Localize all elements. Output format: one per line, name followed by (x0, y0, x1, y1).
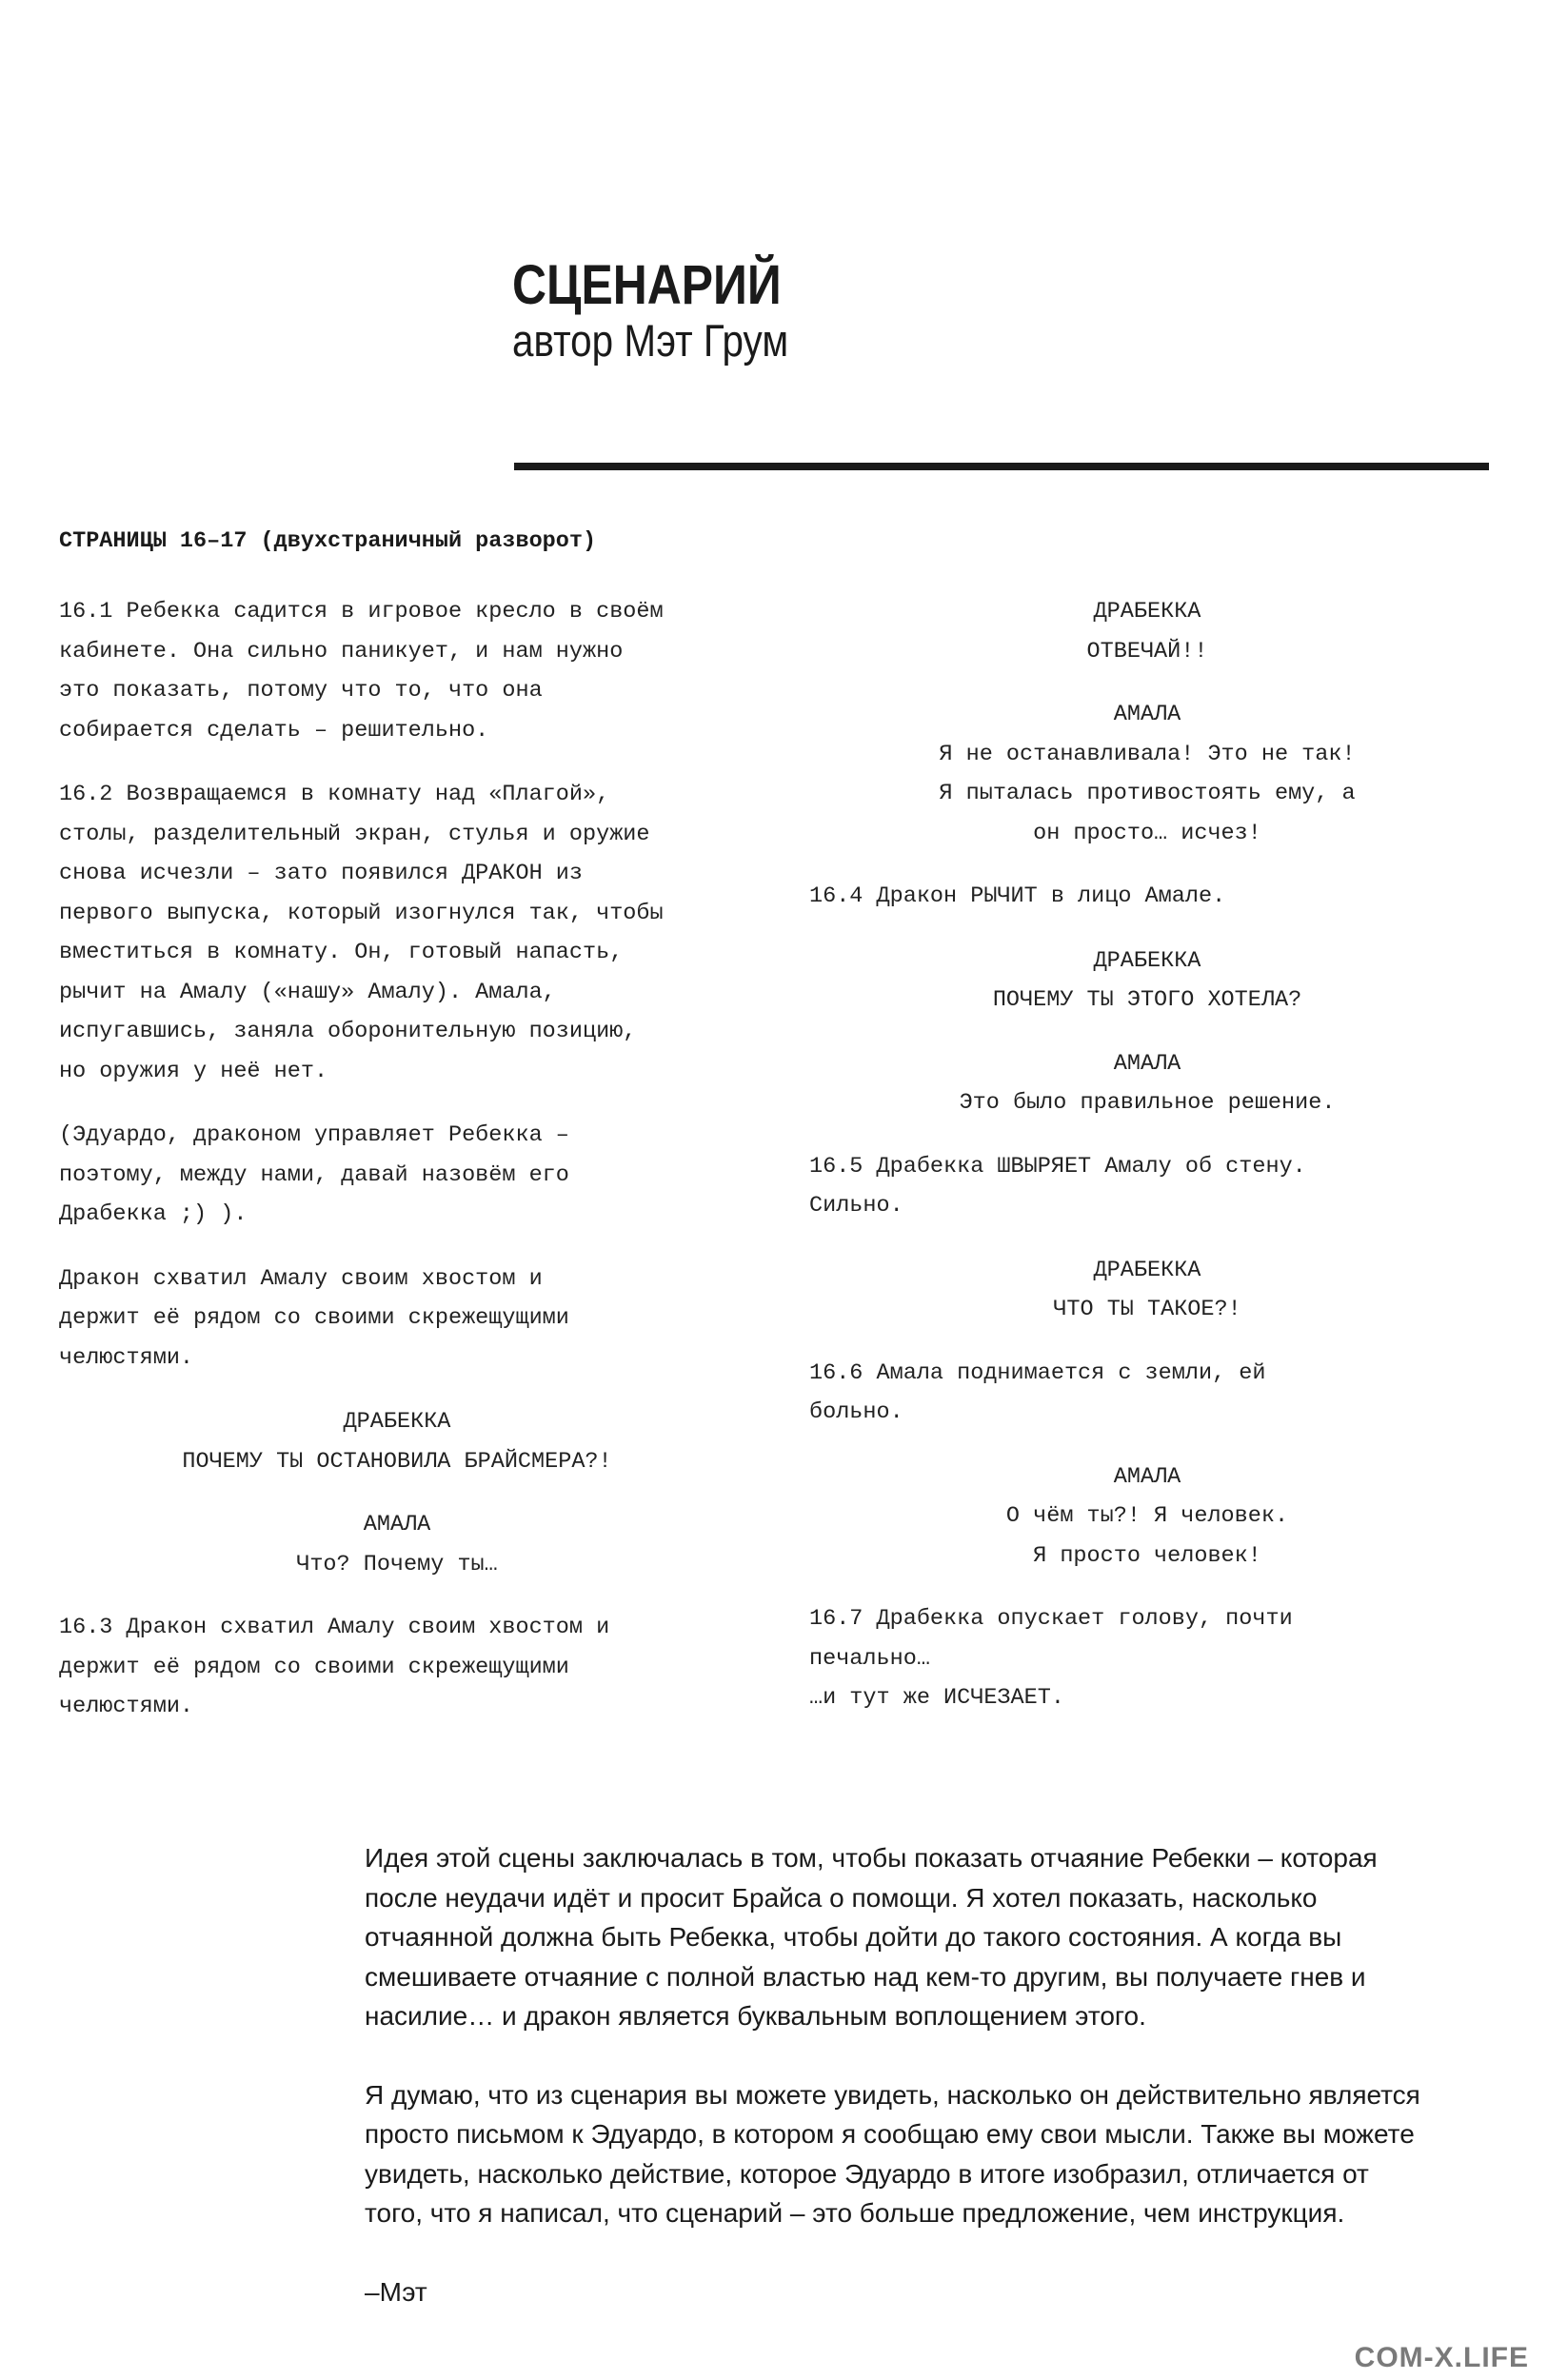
action-paragraph (59, 592, 783, 750)
script-line: он просто… исчез! (1033, 820, 1261, 846)
script-line: но оружия у неё нет. (59, 1058, 328, 1084)
note-line: просто письмом к Эдуардо, в котором я сообщаю ему свои мысли. Также вы можете (365, 2119, 1415, 2149)
dialogue-block (59, 1505, 735, 1584)
script-line: 16.2 Возвращаемся в комнату над «Плагой», (59, 782, 610, 807)
script-line: поэтому, между нами, давай назовём его (59, 1161, 569, 1188)
note-signature (365, 2272, 1498, 2312)
script-line: держит её рядом со своими скрежещущими (59, 1654, 569, 1680)
action-paragraph (809, 877, 1490, 917)
page-subtitle: автор Мэт Грум (512, 315, 789, 366)
dialogue-block (59, 1402, 735, 1481)
header-divider (514, 463, 1489, 470)
script-line: Дракон схватил Амалу своим хвостом и (59, 1265, 543, 1292)
character-name: АМАЛА (1113, 1050, 1181, 1077)
note-paragraph (365, 1838, 1498, 2036)
script-line: Я просто человек! (1033, 1542, 1261, 1569)
script-line: собирается сделать – решительно. (59, 717, 489, 744)
character-name: ДРАБЕККА (1093, 1257, 1201, 1283)
script-line: Драбекка ;) ). (59, 1201, 248, 1227)
script-line: ОТВЕЧАЙ!! (1086, 638, 1208, 664)
script-line: …и тут же ИСЧЕЗАЕТ. (809, 1685, 1064, 1711)
script-line: кабинете. Она сильно паникует, и нам нужно (59, 638, 624, 664)
script-line: 16.1 Ребекка садится в игровое кресло в своём (59, 599, 664, 625)
character-name: АМАЛА (363, 1512, 431, 1537)
dialogue-block (809, 942, 1485, 1021)
script-line: больно. (809, 1399, 903, 1425)
note-line: насилие… и дракон является буквальным воплощением этого. (365, 2001, 1146, 2031)
script-line: челюстями. (59, 1694, 194, 1719)
character-name: АМАЛА (1113, 1463, 1181, 1490)
watermark: COM-X.LIFE (1354, 2342, 1529, 2373)
script-line: О чём ты?! Я человек. (1005, 1503, 1289, 1529)
author-note (365, 1838, 1498, 2350)
script-line: снова исчезли – зато появился ДРАКОН из (59, 861, 583, 886)
action-paragraph (59, 1116, 783, 1235)
script-line: 16.6 Амала поднимается с земли, ей (809, 1359, 1266, 1386)
script-column-right (809, 592, 1490, 1743)
script-line: ЧТО ТЫ ТАКОЕ?! (1053, 1297, 1241, 1322)
script-line: Я пыталась противостоять ему, а (939, 781, 1356, 806)
script-line: это показать, потому что то, что она (59, 678, 543, 704)
action-paragraph (809, 1354, 1490, 1433)
script-line: вместиться в комнату. Он, готовый напасть, (59, 940, 624, 965)
script-line: ПОЧЕМУ ТЫ ЭТОГО ХОТЕЛА? (992, 987, 1302, 1013)
script-line: Сильно. (809, 1193, 903, 1219)
script-pages-heading: СТРАНИЦЫ 16–17 (двухстраничный разворот) (59, 528, 597, 554)
note-line: после неудачи идёт и просит Брайса о помощи. Я хотел показать, насколько (365, 1882, 1318, 1913)
character-name: ДРАБЕККА (343, 1409, 451, 1435)
script-line: ПОЧЕМУ ТЫ ОСТАНОВИЛА БРАЙСМЕРА?! (182, 1448, 612, 1475)
character-name: АМАЛА (1113, 702, 1181, 727)
script-line: испугавшись, заняла оборонительную позицию, (59, 1019, 637, 1044)
script-line: Я не останавливала! Это не так! (939, 741, 1356, 767)
dialogue-block (809, 1458, 1485, 1577)
action-paragraph (809, 1147, 1490, 1226)
note-line: смешиваете отчаяние с полной властью над кем-то другим, вы получаете гнев и (365, 1961, 1366, 1992)
dialogue-block (809, 592, 1485, 671)
action-paragraph (59, 775, 783, 1091)
action-paragraph (59, 1259, 783, 1378)
script-line: Это было правильное решение. (959, 1090, 1336, 1116)
script-line: держит её рядом со своими скрежещущими (59, 1305, 569, 1331)
script-line: (Эдуардо, драконом управляет Ребекка – (59, 1122, 569, 1148)
note-line: Я думаю, что из сценария вы можете увидеть, насколько он действительно является (365, 2079, 1420, 2110)
script-line: 16.4 Дракон РЫЧИТ в лицо Амале. (809, 883, 1226, 909)
page-header (512, 255, 833, 367)
note-paragraph (365, 2075, 1498, 2233)
script-line: 16.7 Драбекка опускает голову, почти (809, 1606, 1293, 1632)
note-line: увидеть, насколько действие, которое Эдуардо в итоге изобразил, отличается от (365, 2158, 1369, 2189)
script-line: 16.3 Дракон схватил Амалу своим хвостом и (59, 1615, 610, 1640)
dialogue-block (809, 1044, 1485, 1123)
script-line: рычит на Амалу («нашу» Амалу). Амала, (59, 979, 556, 1005)
script-line: Что? Почему ты… (296, 1551, 498, 1577)
note-line: Идея этой сцены заключалась в том, чтобы показать отчаяние Ребекки – которая (365, 1843, 1378, 1873)
script-line: челюстями. (59, 1344, 194, 1371)
note-line: того, что я написал, что сценарий – это больше предложение, чем инструкция. (365, 2198, 1345, 2228)
script-line: столы, разделительный экран, стулья и оружие (59, 821, 650, 847)
page-title: СЦЕНАРИЙ (512, 254, 782, 316)
script-line: 16.5 Драбекка ШВЫРЯЕТ Амалу об стену. (809, 1153, 1306, 1180)
character-name: ДРАБЕККА (1093, 947, 1201, 974)
action-paragraph (809, 1599, 1490, 1718)
note-line: –Мэт (365, 2276, 427, 2307)
note-line: отчаянной должна быть Ребекка, чтобы дойти до такого состояния. А когда вы (365, 1922, 1342, 1952)
script-line: первого выпуска, который изогнулся так, чтобы (59, 900, 664, 926)
character-name: ДРАБЕККА (1093, 599, 1201, 625)
action-paragraph (59, 1608, 783, 1727)
dialogue-block (809, 1251, 1485, 1330)
script-column-left (59, 592, 783, 1752)
dialogue-block (809, 695, 1485, 853)
script-line: печально… (809, 1645, 930, 1672)
